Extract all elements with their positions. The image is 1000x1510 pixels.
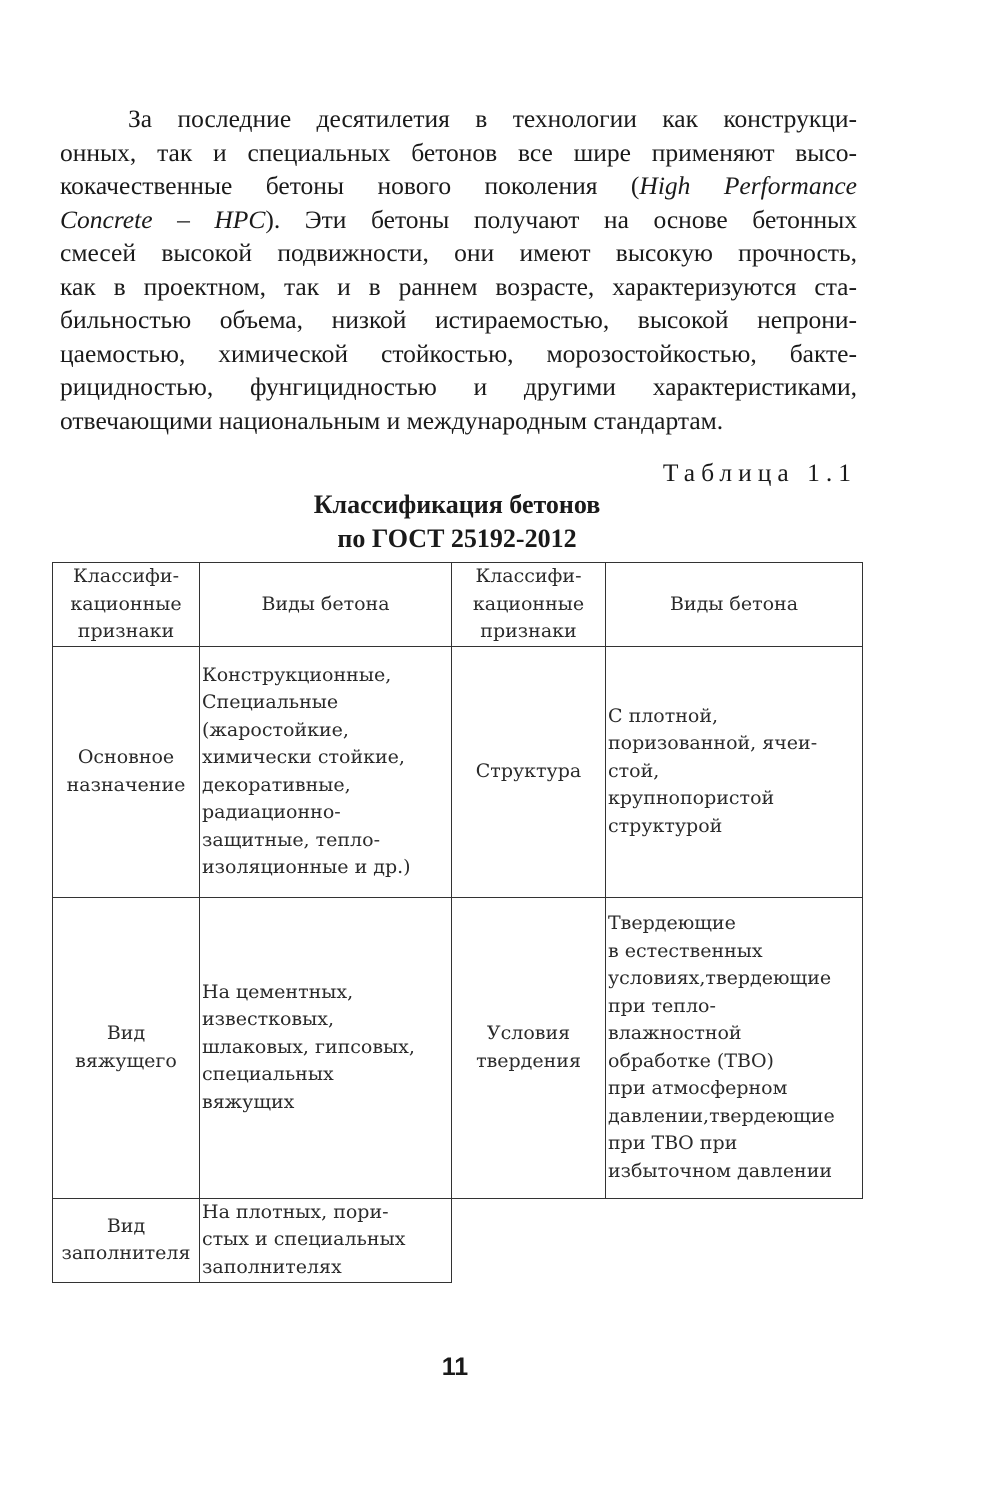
- cell-line: вяжущих: [202, 1090, 295, 1113]
- types-cell: [200, 897, 452, 1198]
- cell-line: крупнопористой: [608, 787, 775, 810]
- cell-line: при тепло-: [608, 994, 716, 1017]
- cell-line: избыточном давлении: [608, 1159, 833, 1182]
- english-term: Concrete – HPC: [60, 204, 266, 234]
- cell-line: твердения: [476, 1049, 581, 1072]
- cell-line: шлаковых, гипсовых,: [202, 1035, 415, 1058]
- cell-line: На плотных, пори-: [202, 1200, 389, 1223]
- cell-line: изоляционные и др.): [202, 856, 411, 878]
- header-cell-features-2: [452, 563, 606, 647]
- cell-line: поризованной, ячеи-: [608, 732, 818, 755]
- cell-line: известковых,: [202, 1008, 335, 1031]
- cell-line: влажностной: [608, 1022, 742, 1044]
- paragraph-line: За последние десятилетия в технологии как конструкци-: [128, 104, 857, 133]
- paragraph-line: [60, 169, 857, 203]
- empty-cell: [606, 1198, 863, 1282]
- paragraph-line: онных, так и специальных бетонов все шире применяют высо-: [60, 137, 857, 167]
- cell-line: при атмосферном: [608, 1077, 788, 1099]
- table-header-row: [53, 563, 863, 647]
- table-caption: [52, 488, 862, 556]
- table-number-label: Таблица 1.1: [662, 458, 857, 487]
- paragraph-line: как в проектном, так и в раннем возрасте, характеризуются ста-: [60, 271, 857, 301]
- paragraph-line: отвечающими национальным и международным стандартам.: [60, 405, 724, 435]
- table-row: [53, 1198, 863, 1282]
- paragraph-line: рицидностью, фунгицидностью и другими характеристиками,: [60, 372, 857, 401]
- cell-line: специальных: [202, 1063, 334, 1086]
- header-cell-types-2: Виды бетона: [606, 563, 863, 647]
- paragraph-text: ). Эти бетоны получают на основе бетонных: [265, 204, 857, 234]
- cell-line: Основное: [77, 746, 175, 768]
- cell-line: (жаростойкие,: [202, 718, 349, 741]
- cell-line: давлении,твердеющие: [608, 1104, 835, 1127]
- feature-cell: [53, 897, 200, 1198]
- english-term: High Performance: [639, 171, 857, 200]
- cell-line: С плотной,: [608, 704, 719, 727]
- cell-line: вяжущего: [75, 1049, 177, 1072]
- cell-line: Специальные: [202, 691, 339, 713]
- paragraph-line: цаемостью, химической стойкостью, морозостойкостью, бакте-: [60, 338, 857, 368]
- classification-table: [52, 562, 863, 1283]
- cell-line: стой,: [608, 759, 660, 782]
- cell-line: структурой: [608, 814, 723, 837]
- cell-line: Вид: [106, 1214, 146, 1237]
- cell-line: На цементных,: [202, 980, 354, 1003]
- cell-line: декоративные,: [202, 773, 351, 796]
- cell-line: Вид: [106, 1022, 146, 1044]
- caption-line-2: по ГОСТ 25192-2012: [337, 524, 577, 553]
- body-paragraph: [60, 102, 857, 437]
- cell-line: защитные, тепло-: [202, 828, 380, 851]
- paragraph-line: [60, 203, 857, 237]
- paragraph-line: смесей высокой подвижности, они имеют высокую прочность,: [60, 238, 857, 267]
- cell-line: радиационно-: [202, 801, 341, 823]
- cell-line: условиях,твердеющие: [608, 967, 832, 989]
- cell-line: кационные: [472, 592, 585, 615]
- types-cell: [200, 646, 452, 897]
- cell-line: Твердеющие: [608, 912, 736, 934]
- cell-line: обработке (ТВО): [608, 1049, 774, 1072]
- table-row: [53, 897, 863, 1198]
- empty-cell: [452, 1198, 606, 1282]
- paragraph-line: бильностью объема, низкой истираемостью, высокой непрони-: [60, 305, 857, 334]
- types-cell: [606, 646, 863, 897]
- cell-line: заполнителях: [202, 1255, 342, 1278]
- cell-line: Конструкционные,: [202, 663, 392, 686]
- paragraph-text: кокачественные бетоны нового поколения (: [60, 171, 640, 200]
- cell-line: Условия: [486, 1022, 571, 1044]
- feature-cell: [452, 646, 606, 897]
- feature-cell: [53, 646, 200, 897]
- header-cell-types: Виды бетона: [200, 563, 452, 647]
- caption-line-1: Классификация бетонов: [313, 490, 601, 519]
- cell-line: при ТВО при: [608, 1132, 738, 1154]
- cell-line: заполнителя: [61, 1242, 191, 1264]
- cell-line: кационные: [70, 592, 182, 615]
- cell-line: Структура: [475, 759, 582, 782]
- cell-line: назначение: [66, 773, 186, 796]
- cell-line: Классифи-: [72, 565, 179, 587]
- types-cell: [200, 1198, 452, 1282]
- table-row: [53, 646, 863, 897]
- cell-line: химически стойкие,: [202, 746, 405, 768]
- page-number: 11: [441, 1353, 469, 1381]
- header-cell-features: [53, 563, 200, 647]
- feature-cell: [452, 897, 606, 1198]
- cell-line: Классифи-: [475, 565, 582, 587]
- feature-cell: [53, 1198, 200, 1282]
- cell-line: стых и специальных: [202, 1228, 406, 1251]
- cell-line: признаки: [77, 620, 175, 642]
- cell-line: признаки: [480, 620, 577, 642]
- cell-line: в естественных: [608, 939, 763, 962]
- types-cell: [606, 897, 863, 1198]
